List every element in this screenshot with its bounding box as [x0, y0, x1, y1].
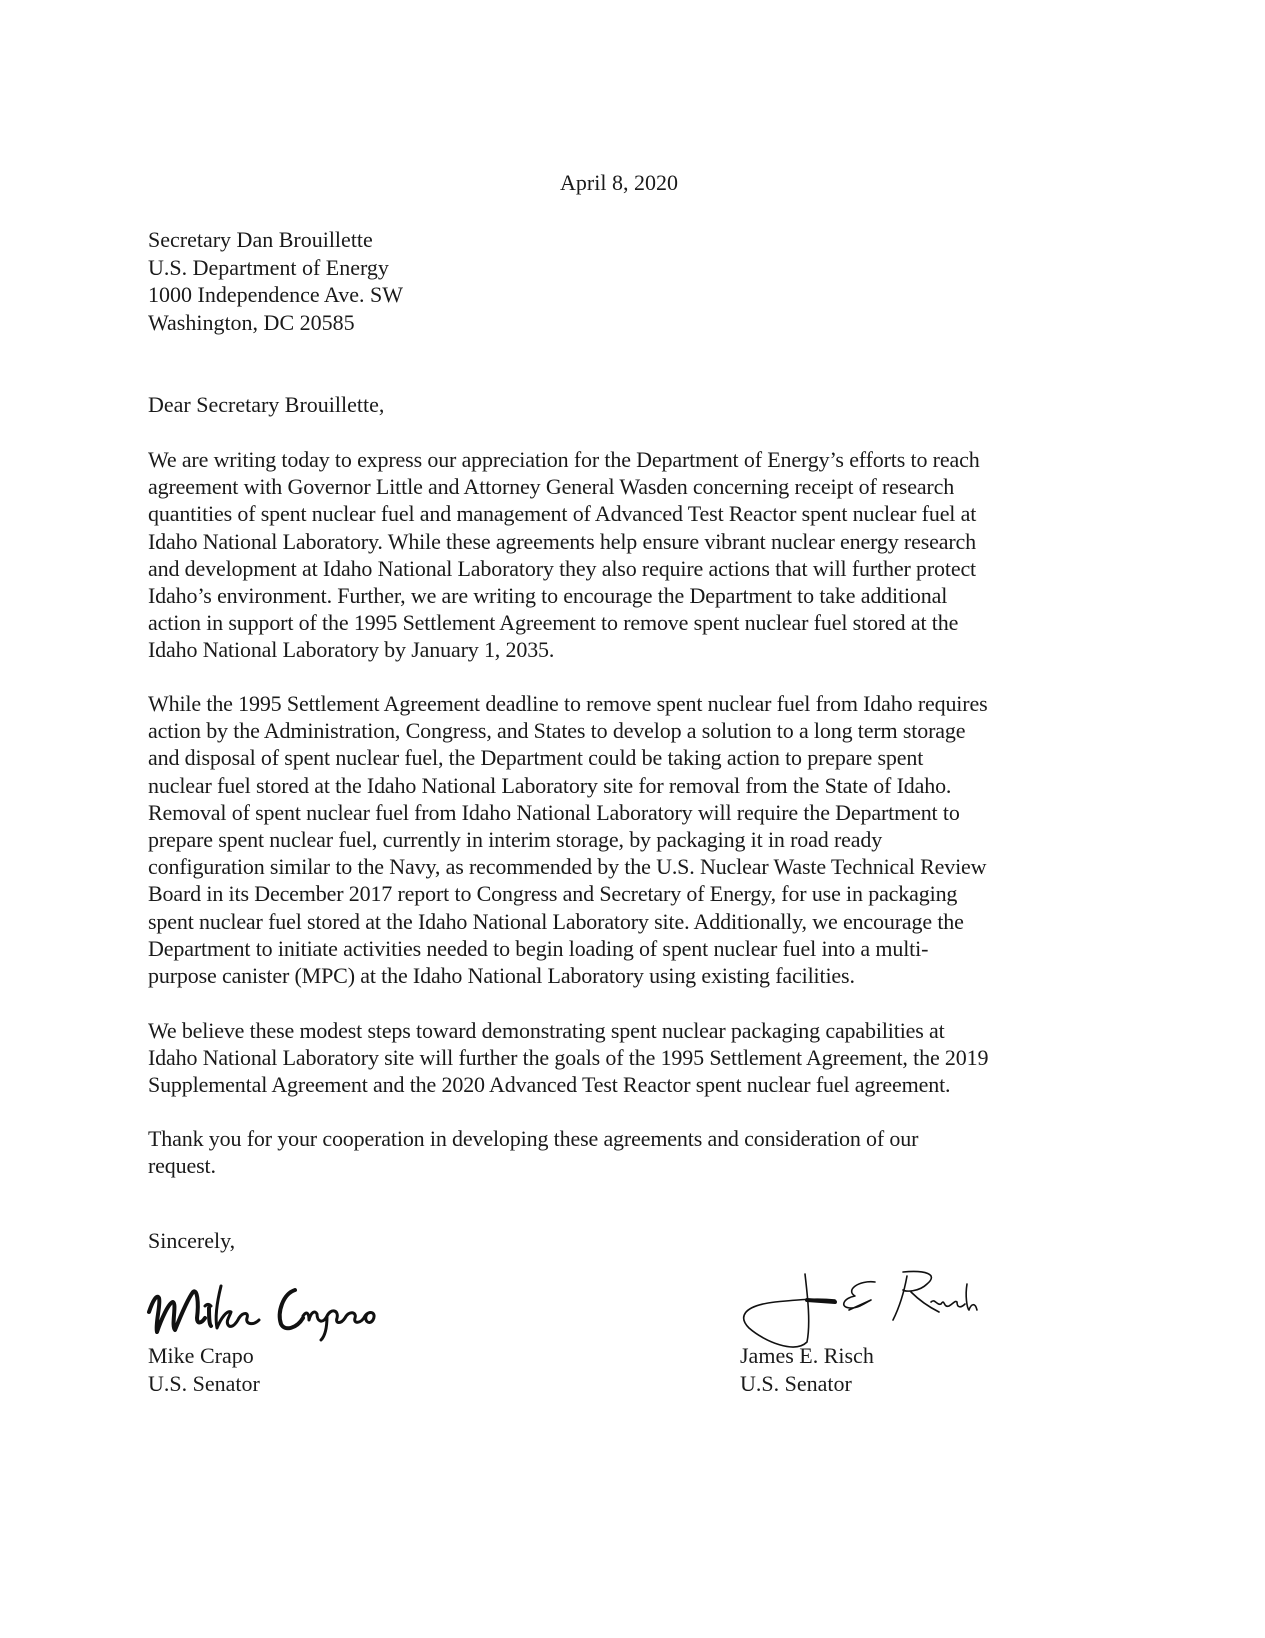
closing: Sincerely,: [148, 1228, 236, 1253]
letter-date: April 8, 2020: [560, 170, 678, 195]
text-line: and disposal of spent nuclear fuel, the Department could be taking action to prepare spent: [148, 745, 924, 771]
signatory-name: Mike Crapo: [148, 1343, 254, 1368]
signatory-crapo: [148, 1342, 260, 1397]
text-line: quantities of spent nuclear fuel and management of Advanced Test Reactor spent nuclear fuel at: [148, 501, 977, 527]
text-line: action in support of the 1995 Settlement Agreement to remove spent nuclear fuel stored at the: [148, 610, 959, 636]
text-line: Idaho National Laboratory by January 1, 2035.: [148, 637, 555, 663]
signatory-title: U.S. Senator: [148, 1370, 260, 1396]
text-line: spent nuclear fuel stored at the Idaho National Laboratory site. Additionally, we encourage the: [148, 908, 964, 934]
recipient-name: Secretary Dan Brouillette: [148, 227, 373, 252]
text-line: Idaho National Laboratory site will further the goals of the 1995 Settlement Agreement, the 2019: [148, 1045, 989, 1071]
recipient-organization: U.S. Department of Energy: [148, 254, 389, 280]
body-paragraph-1: [148, 446, 1108, 664]
body-paragraph-2: [148, 690, 1108, 989]
body-paragraph-4: [148, 1125, 1108, 1179]
text-line: While the 1995 Settlement Agreement deadline to remove spent nuclear fuel from Idaho requires: [148, 691, 988, 716]
handwritten-signature-crapo-icon: [145, 1272, 395, 1342]
text-line: We believe these modest steps toward demonstrating spent nuclear packaging capabilities at: [148, 1018, 945, 1043]
text-line: purpose canister (MPC) at the Idaho National Laboratory using existing facilities.: [148, 963, 855, 989]
text-line: We are writing today to express our appreciation for the Department of Energy’s efforts to reach: [148, 447, 980, 472]
text-line: agreement with Governor Little and Attorney General Wasden concerning receipt of research: [148, 474, 955, 500]
recipient-city: Washington, DC 20585: [148, 309, 355, 335]
body-paragraph-3: [148, 1017, 1108, 1099]
handwritten-signature-risch-icon: [735, 1262, 985, 1352]
text-line: nuclear fuel stored at the Idaho National Laboratory site for removal from the State of Idaho.: [148, 772, 952, 798]
text-line: Department to initiate activities needed to begin loading of spent nuclear fuel into a multi-: [148, 935, 929, 961]
signatory-name: James E. Risch: [740, 1343, 874, 1368]
recipient-street: 1000 Independence Ave. SW: [148, 282, 403, 307]
text-line: Supplemental Agreement and the 2020 Advanced Test Reactor spent nuclear fuel agreement.: [148, 1072, 951, 1098]
text-line: Thank you for your cooperation in developing these agreements and consideration of our: [148, 1126, 919, 1151]
salutation: Dear Secretary Brouillette,: [148, 392, 385, 417]
text-line: prepare spent nuclear fuel, currently in interim storage, by packaging it in road ready: [148, 827, 883, 853]
text-line: action by the Administration, Congress, and States to develop a solution to a long term storage: [148, 718, 966, 744]
text-line: Removal of spent nuclear fuel from Idaho National Laboratory will require the Department to: [148, 799, 960, 825]
text-line: and development at Idaho National Laboratory they also require actions that will further protect: [148, 555, 977, 581]
text-line: request.: [148, 1153, 216, 1179]
recipient-address: [148, 226, 403, 336]
signatory-risch: [740, 1342, 874, 1397]
text-line: configuration similar to the Navy, as recommended by the U.S. Nuclear Waste Technical Review: [148, 854, 987, 880]
text-line: Idaho National Laboratory. While these agreements help ensure vibrant nuclear energy research: [148, 528, 977, 554]
text-line: Idaho’s environment. Further, we are writing to encourage the Department to take additional: [148, 583, 948, 609]
text-line: Board in its December 2017 report to Congress and Secretary of Energy, for use in packaging: [148, 881, 958, 907]
signatory-title: U.S. Senator: [740, 1370, 852, 1396]
